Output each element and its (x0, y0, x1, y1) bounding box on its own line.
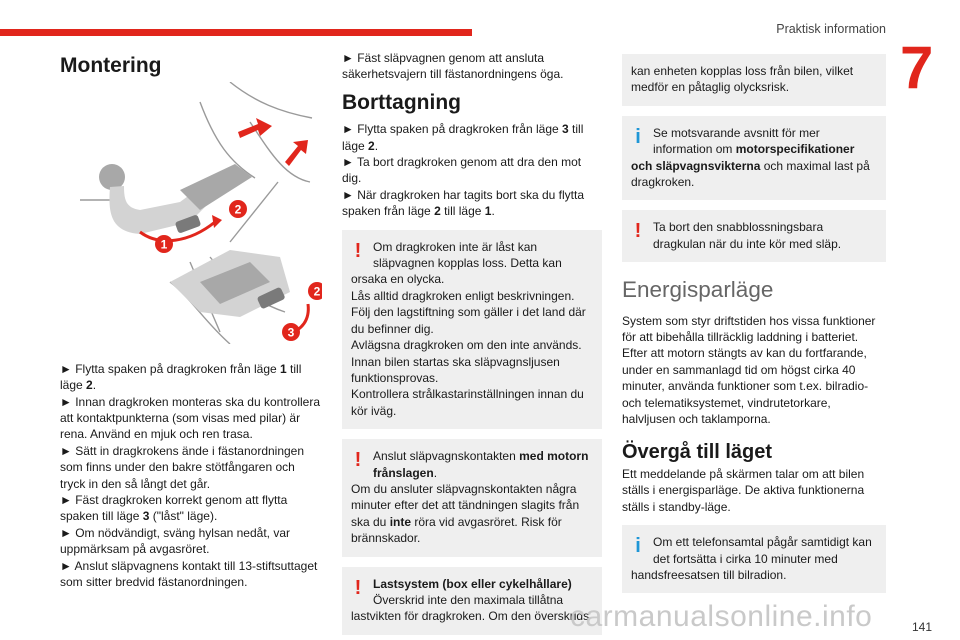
contact-arrows (238, 118, 308, 166)
info-i-icon: i (635, 535, 641, 558)
step-swing-sleeve: ► Om nödvändigt, sväng hylsan nedåt, var uppmärksam på avgasröret. (60, 525, 291, 557)
heading-borttagning: Borttagning (342, 90, 461, 114)
info-note-phone-call: i Om ett telefonsamtal pågår samtidigt kan det fortsätta i cirka 10 minuter med handsfreesatsen till bilradion. (622, 525, 886, 593)
heading-overga-till-laget: Övergå till läget (622, 440, 773, 463)
svg-text:3: 3 (287, 325, 295, 340)
warning-note-load-system: ! Lastsystem (box eller cykelhållare) Överskrid inte den maximala tillåtna lastvikten för dragkroken. Om den överskrids (342, 567, 602, 635)
removal-step-3: ► När dragkroken har tagits bort ska du flytta spaken från läge 2 till läge 1. (342, 187, 584, 219)
svg-text:2: 2 (313, 284, 321, 299)
info-i-icon: i (635, 125, 641, 148)
towbar-illustration (80, 82, 322, 344)
chapter-number: 7 (900, 34, 934, 101)
energy-saving-text: System som styr driftstiden hos vissa funktioner för att bibehålla tillräcklig laddning i batteriet. Efter att motorn stängts av kan du fortfarande, under en sammanlagd tid om högst cirka 40 minuter, använda funktioner som t.ex. bilradio- och telematiksystemet, vindrutetorkare, halvljusen och taklamporna. (622, 313, 876, 427)
step-insert-towbar: ► Sätt in dragkrokens ände i fästanordningen som finns under den bakre stötfångaren och tryck in den så långt det går. (60, 443, 305, 491)
info-note-engine-specs: i Se motsvarande avsnitt för mer information om motorspecifikationer och släpvagnsvikterna och maximal last på dragkroken. (622, 116, 886, 201)
heading-montering: Montering (60, 54, 162, 77)
warning-exclamation-icon: ! (354, 576, 362, 599)
warning-exclamation-icon: ! (354, 449, 362, 472)
column-middle (342, 50, 602, 635)
page-number: 141 (912, 620, 933, 634)
heading-energisparlage: Energisparläge (622, 277, 774, 303)
callout-1 (155, 235, 173, 253)
step-lock-towbar: ► Fäst dragkroken korrekt genom att flytta spaken till läge 3 ("låst" läge). (60, 493, 288, 524)
callout-2-upper (229, 200, 247, 218)
warning-exclamation-icon: ! (354, 239, 362, 262)
column-right (622, 50, 886, 593)
svg-text:1: 1 (160, 237, 168, 252)
column-left (60, 50, 320, 591)
svg-text:2: 2 (234, 202, 242, 217)
section-title: Praktisk information (776, 22, 886, 36)
warning-note-quick-release: ! Ta bort den snabblossningsbara dragkulan när du inte kör med släp. (622, 210, 886, 262)
warning-continuation: kan enheten kopplas loss från bilen, vilket medför en påtaglig olycksrisk. (622, 54, 886, 106)
watermark: carmanualsonline.info (570, 600, 873, 633)
removal-step-2: ► Ta bort dragkroken genom att dra den mot dig. (342, 155, 582, 186)
step-move-lever: ► Flytta spaken på dragkroken från läge 1 till läge 2. (60, 361, 302, 393)
warning-exclamation-icon: ! (634, 220, 642, 243)
callout-2-lower (308, 282, 322, 300)
removal-step-1: ► Flytta spaken på dragkroken från läge 3 till läge 2. (342, 122, 584, 153)
enter-mode-text: Ett meddelande på skärmen talar om att bilen ställs i energisparläge. De aktiva funktionerna ställs i standby-läge. (622, 466, 865, 514)
step-check-contacts: ► Innan dragkroken monteras ska du kontrollera att kontaktpunkterna (som visas med pilar) är rena. Använd en mjuk och ren trasa. (60, 394, 321, 442)
towbar-upper (99, 164, 252, 234)
warning-note-connector: ! Anslut släpvagnskontakten med motorn frånslagen. Om du ansluter släpvagnskontakten några minuter efter det att tändningen slagits från ska du inte röra vid avgasröret. Risk för brännskador. (342, 439, 602, 556)
warning-note-locking: ! Om dragkroken inte är låst kan släpvagnen kopplas loss. Detta kan orsaka en olycka. Lås alltid dragkroken enligt beskrivningen. Följ den lagstiftning som gäller i det land där du befinner dig. Avlägsna dragkroken om den inte används. Innan bilen startas ska släpvagnsljusen funktionsprovas. Kontrollera strålkastarinställningen innan du kör iväg. (342, 230, 602, 429)
step-safety-cable: ► Fäst släpvagnen genom att ansluta säkerhetsvajern till fästanordningens öga. (342, 51, 564, 82)
header-accent-bar (0, 29, 472, 36)
step-connect-plug: ► Anslut släpvagnens kontakt till 13-stiftsuttaget som sitter bredvid fästanordningen. (60, 558, 318, 590)
callout-3 (282, 323, 300, 341)
